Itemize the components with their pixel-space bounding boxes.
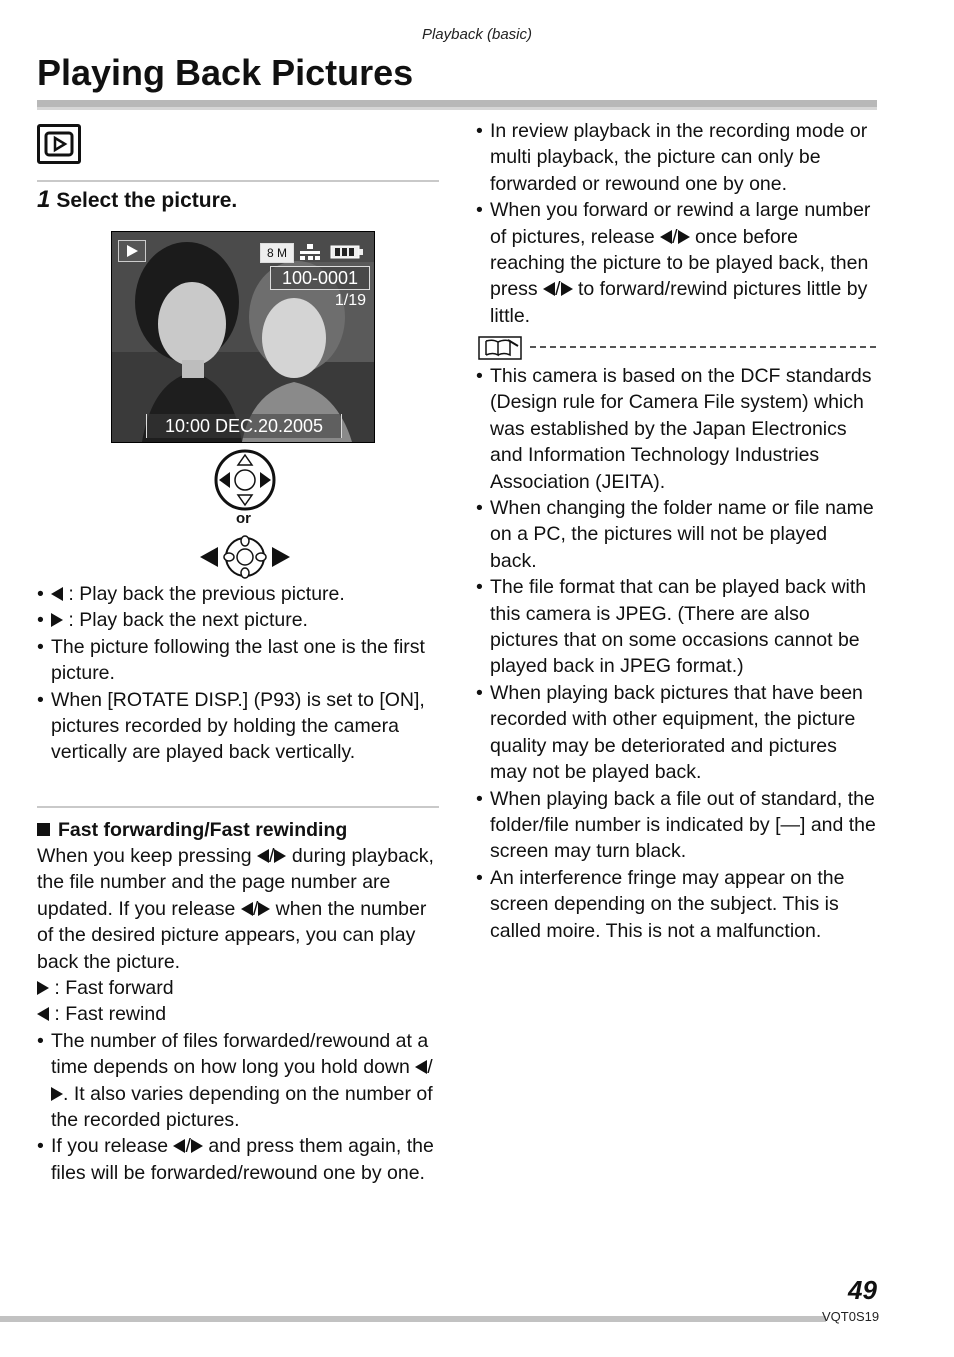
left-arrow-icon (543, 282, 555, 296)
right-arrow-icon (678, 230, 690, 244)
date-time: 10:00 DEC.20.2005 (146, 414, 342, 438)
left-arrow-icon (241, 902, 253, 916)
portrait-photo-icon (112, 232, 374, 442)
document-code: VQT0S19 (822, 1309, 880, 1324)
note-book-icon (478, 336, 522, 360)
battery-icon (330, 244, 364, 260)
fast-forward-section (37, 817, 439, 1186)
divider (37, 180, 439, 182)
right-arrow-icon (258, 902, 270, 916)
title-rule (37, 100, 877, 110)
list-item: • The picture following the last one is the first picture. (37, 634, 439, 687)
camera-screen-photo (111, 231, 375, 443)
list-item: • If you release / and press them again, the files will be forwarded/rewound one by one. (37, 1133, 439, 1186)
dial-pad-icon (213, 449, 277, 511)
list-item: • When playing back pictures that have been recorded with other equipment, the picture quality may be deteriorated and pictures may not be played back. (476, 680, 876, 786)
list-item: • This camera is based on the DCF standards (Design rule for Camera File system) which was established by the Japan Electronics and Information Technology Industries Association (JEITA). (476, 363, 876, 495)
left-arrow-icon (37, 1007, 49, 1021)
play-mode-icon (118, 240, 146, 262)
list-item: • When [ROTATE DISP.] (P93) is set to [ON], pictures recorded by holding the camera vertically are played back vertically. (37, 687, 439, 766)
step-heading (37, 186, 237, 214)
left-arrow-icon (257, 849, 269, 863)
step-title: Select the picture. (56, 189, 238, 212)
right-arrow-icon (191, 1139, 203, 1153)
note-divider (530, 346, 876, 348)
quality-icon (298, 243, 322, 261)
list-item: • : Play back the previous picture. (37, 581, 439, 607)
fast-forward-heading: Fast forwarding/Fast rewinding (37, 817, 439, 843)
section-header: Playback (basic) (421, 26, 533, 43)
left-arrow-icon (51, 587, 63, 601)
square-bullet-icon (37, 823, 50, 836)
list-item: • The file format that can be played back with this camera is JPEG. (There are also pictures that on some occasions cannot be played back in JPEG format.) (476, 574, 876, 680)
page-title: Playing Back Pictures (37, 52, 414, 93)
right-arrow-icon (274, 849, 286, 863)
list-item: • An interference fringe may appear on the screen depending on the subject. This is called moire. This is not a malfunction. (476, 865, 876, 944)
fast-forward-intro: When you keep pressing / during playback, the file number and the page number are updated. If you release / when the number of the desired picture appears, you can play back the picture. (37, 845, 434, 973)
list-item: • When playing back a file out of standard, the folder/file number is indicated by [—] and the screen may turn black. (476, 786, 876, 865)
playback-bullets (37, 581, 439, 766)
fast-forward-bullets (37, 1028, 439, 1186)
fast-forward-line: : Fast forward (37, 975, 439, 1001)
right-arrow-icon (561, 282, 573, 296)
page-number: 49 (848, 1275, 877, 1305)
review-bullets (476, 118, 876, 329)
right-arrow-icon (51, 1087, 63, 1101)
right-arrow-icon (51, 613, 63, 627)
notes-list (476, 363, 876, 944)
left-arrow-icon (660, 230, 672, 244)
file-number: 100-0001 (270, 266, 370, 290)
step-number: 1 (37, 186, 51, 213)
list-item: • When you forward or rewind a large number of pictures, release / once before reaching the picture to be played back, then press / to forward/rewind pictures little by little. (476, 197, 876, 329)
list-item: • : Play back the next picture. (37, 607, 439, 633)
fast-rewind-line: : Fast rewind (37, 1001, 439, 1027)
megapixel-badge: 8 M (260, 243, 294, 263)
four-way-joystick-icon (198, 534, 292, 580)
or-label: or (236, 510, 251, 527)
list-item: • In review playback in the recording mode or multi playback, the picture can only be forwarded or rewound one by one. (476, 118, 876, 197)
page-counter: 1/19 (334, 292, 366, 309)
footer-rule (0, 1316, 826, 1322)
left-arrow-icon (173, 1139, 185, 1153)
playback-mode-icon (37, 124, 81, 164)
list-item: • When changing the folder name or file name on a PC, the pictures will not be played back. (476, 495, 876, 574)
list-item: • The number of files forwarded/rewound at a time depends on how long you hold down /. It also varies depending on the number of the recorded pictures. (37, 1028, 439, 1134)
divider (37, 806, 439, 808)
left-arrow-icon (415, 1060, 427, 1074)
right-arrow-icon (37, 981, 49, 995)
